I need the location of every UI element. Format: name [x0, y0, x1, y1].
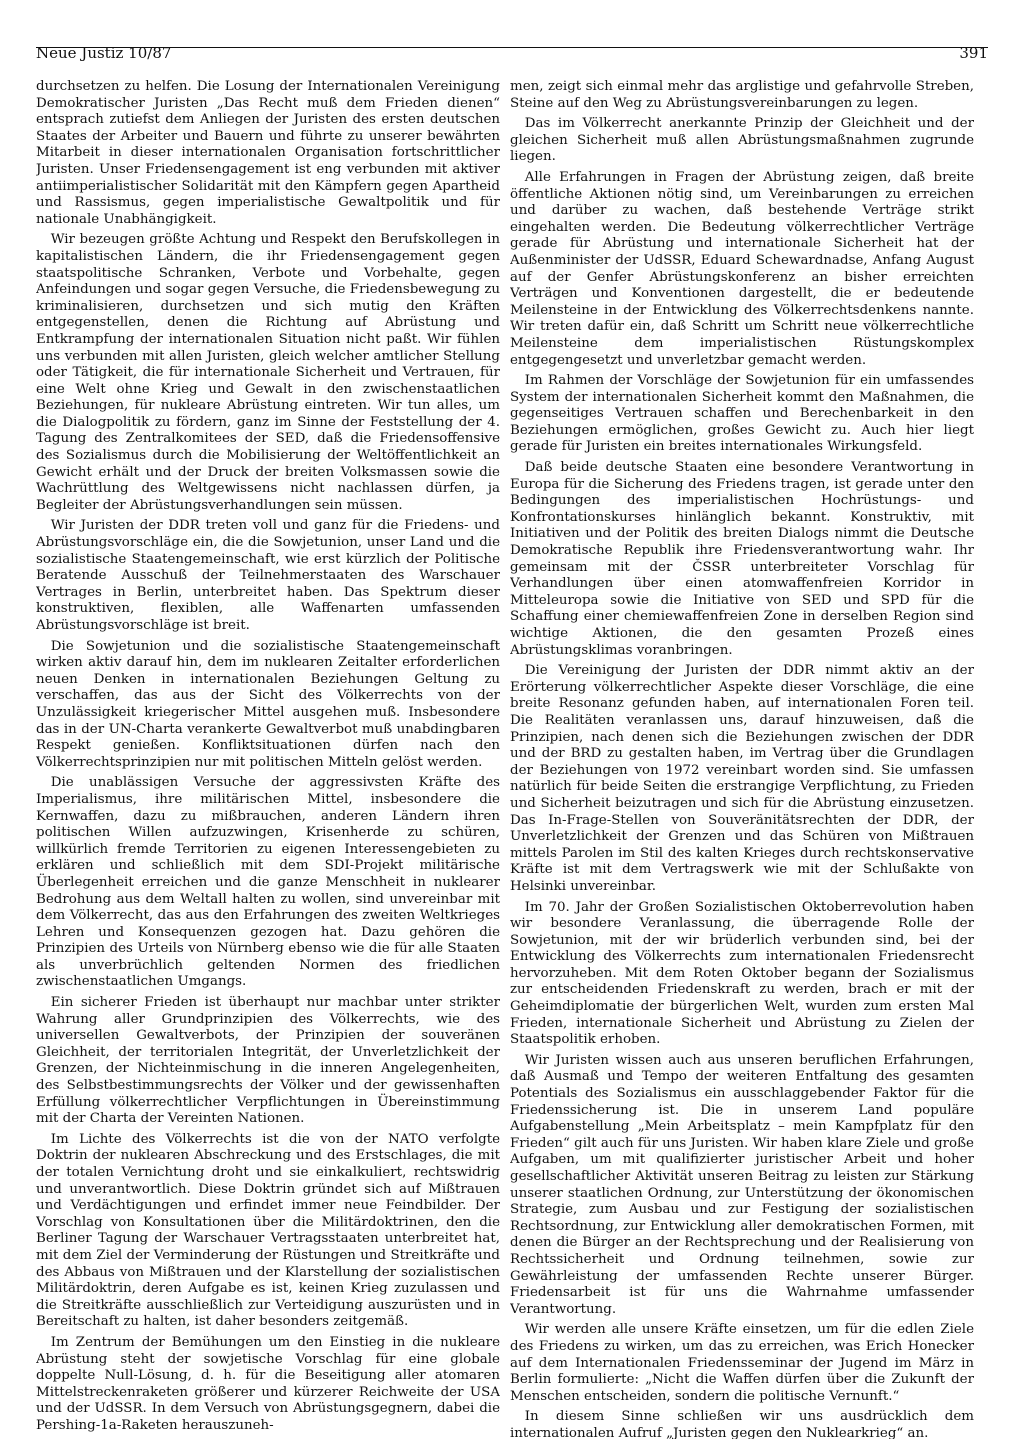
- paragraph: Das im Völkerrecht anerkannte Prinzip der Gleichheit und der gleichen Sicherheit muß allen Abrüstungsmaßnahmen zugrunde liegen.: [510, 116, 974, 165]
- paragraph: durchsetzen zu helfen. Die Losung der Internationalen Vereinigung Demokratischer Juristen „Das Recht muß dem Frieden dienen“ entsprach zutiefst dem Anliegen der Juristen des ersten deutschen Staates der Arbeiter und Bauern und führte zu unserer bewährten Mitarbeit in dieser internationalen Organisation fortschrittlicher Juristen. Unser Friedensengagement ist eng verbunden mit aktiver antiimperialistischer Solidarität mit den Kämpfern gegen Apartheid und Rassismus, gegen imperialistische Gewaltpolitik und für nationale Unabhängigkeit.: [36, 79, 500, 227]
- paragraph: In diesem Sinne schließen wir uns ausdrücklich dem internationalen Aufruf „Juristen gegen den Nuklearkrieg“ an.: [510, 1409, 974, 1439]
- paragraph: Im 70. Jahr der Großen Sozialistischen Oktoberrevolution haben wir besondere Veranlassung, die überragende Rolle der Sowjetunion, mit der wir brüderlich verbunden sind, bei der Entwicklung des Völkerrechts zum internationalen Friedensrecht hervorzuheben. Mit dem Roten Oktober begann der Sozialismus zur entscheidenden Friedenskraft zu werden, brach er mit der Geheimdiplomatie der bürgerlichen Welt, wurden zum ersten Mal Frieden, internationale Sicherheit und Abrüstung zu Zielen der Staatspolitik erhoben.: [510, 899, 974, 1048]
- right-column: [510, 79, 974, 1439]
- paragraph: Daß beide deutsche Staaten eine besondere Verantwortung in Europa für die Sicherung des Friedens tragen, ist gerade unter den Bedingungen des imperialistischen Hochrüstungs- und Konfrontationskurses hinlänglich bekannt. Konstruktiv, mit Initiativen und der Politik des breiten Dialogs nimmt die Deutsche Demokratische Republik ihre Friedensverantwortung wahr. Ihr gemeinsam mit der ČSSR unterbreiteter Vorschlag für Verhandlungen über einen atomwaffenfreien Korridor in Mitteleuropa sowie die Initiative von SED und SPD für die Schaffung einer chemiewaffenfreien Zone in derselben Region sind wichtige Aktionen, die den gesamten Prozeß eines Abrüstungsklimas voranbringen.: [510, 460, 974, 658]
- paragraph: Im Zentrum der Bemühungen um den Einstieg in die nukleare Abrüstung steht der sowjetische Vorschlag für eine globale doppelte Null-Lösung, d. h. für die Beseitigung aller atomaren Mittelstreckenraketen größerer und kürzerer Reichweite der USA und der UdSSR. In dem Versuch von Abrüstungsgegnern, dabei die Pershing-1a-Raketen herauszuneh-: [36, 1334, 500, 1433]
- paragraph: Alle Erfahrungen in Fragen der Abrüstung zeigen, daß breite öffentliche Aktionen nötig sind, um Vereinbarungen zu erreichen und darüber zu wachen, daß bestehende Verträge strikt eingehalten werden. Die Bedeutung völkerrechtlicher Verträge gerade für Abrüstung und internationale Sicherheit hat der Außenminister der UdSSR, Eduard Schewardnadse, Anfang August auf der Genfer Abrüstungskonferenz an bisher erreichten Verträgen und Konventionen dargestellt, die er bedeutende Meilensteine in der Entwicklung des Völkerrechtsdenkens nannte. Wir treten dafür ein, daß Schritt um Schritt neue völkerrechtliche Meilensteine dem imperialistischen Rüstungskomplex entgegengesetzt und unverletzbar gemacht werden.: [510, 169, 974, 368]
- paragraph: Wir bezeugen größte Achtung und Respekt den Berufskollegen in kapitalistischen Ländern, die ihr Friedensengagement gegen staatspolitische Schranken, Verbote und Vorbehalte, gegen Anfeindungen und sogar gegen Versuche, die Friedensbewegung zu kriminalisieren, durchsetzen und sich mutig den Kräften entgegenstellen, denen die Richtung auf Abrüstung und Entkrampfung der internationalen Situation nicht paßt. Wir fühlen uns verbunden mit allen Juristen, gleich welcher amtlicher Stellung oder Tätigkeit, die für internationale Sicherheit und Vertrauen, für eine Welt ohne Krieg und Gewalt in den zwischenstaatlichen Beziehungen, für nukleare Abrüstung eintreten. Wir tun alles, um die Dialogpolitik zu fördern, ganz im Sinne der Feststellung der 4. Tagung des Zentralkomitees der SED, daß die Friedensoffensive des Sozialismus durch die Mobilisierung der Weltöffentlichkeit an Gewicht erhält und der Druck der breiten Volksmassen sowie die Wachrüttlung des Weltgewissens nicht nachlassen dürfen, ja Begleiter der Abrüstungsverhandlungen sein müssen.: [36, 232, 500, 513]
- left-column: [36, 79, 500, 1439]
- paragraph: Ein sicherer Frieden ist überhaupt nur machbar unter strikter Wahrung aller Grundprinzipien des Völkerrechts, wie des universellen Gewaltverbots, der Prinzipien der souveränen Gleichheit, der territorialen Integrität, der Unverletzlichkeit der Grenzen, der Nichteinmischung in die inneren Angelegenheiten, des Selbstbestimmungsrechts der Völker und der gewissenhaften Erfüllung völkerrechtlicher Verpflichtungen in Übereinstimmung mit der Charta der Vereinten Nationen.: [36, 995, 500, 1127]
- paragraph: Die Sowjetunion und die sozialistische Staatengemeinschaft wirken aktiv darauf hin, dem im nuklearen Zeitalter erforderlichen neuen Denken in internationalen Beziehungen Geltung zu verschaffen, das aus der Sicht des Völkerrechts von der Unzulässigkeit kriegerischer Mittel ausgehen muß. Insbesondere das in der UN-Charta verankerte Gewaltverbot muß unabdingbaren Respekt genießen. Konfliktsituationen dürfen nach den Völkerrechtsprinzipien nur mit politischen Mitteln gelöst werden.: [36, 638, 500, 770]
- running-header: [36, 44, 988, 62]
- paragraph: Wir Juristen der DDR treten voll und ganz für die Friedens- und Abrüstungsvorschläge ein, die die Sowjetunion, unser Land und die sozialistische Staatengemeinschaft, wie erst kürzlich der Politische Beratende Ausschuß der Teilnehmerstaaten des Warschauer Vertrages in Berlin, unterbreitet haben. Das Spektrum dieser konstruktiven, flexiblen, alle Waffenarten umfassenden Abrüstungsvorschläge ist breit.: [36, 518, 500, 633]
- journal-title: Neue Justiz 10/87: [36, 44, 172, 62]
- paragraph: Wir Juristen wissen auch aus unseren beruflichen Erfahrungen, daß Ausmaß und Tempo der weiteren Entfaltung des gesamten Potentials des Sozialismus ein ausschlaggebender Faktor für die Friedenssicherung ist. Die in unserem Land populäre Aufgabenstellung „Mein Arbeitsplatz – mein Kampfplatz für den Frieden“ gilt auch für uns Juristen. Wir haben klare Ziele und große Aufgaben, um mit qualifizierter juristischer Arbeit und hoher gesellschaftlicher Aktivität unseren Beitrag zu leisten zur Stärkung unserer staatlichen Ordnung, zur Unterstützung der ökonomischen Strategie, zum Ausbau und zur Festigung der sozialistischen Rechtsordnung, zur Entwicklung aller demokratischen Formen, mit denen die Bürger an der Rechtsprechung und der Realisierung von Rechtssicherheit und Ordnung teilnehmen, sowie zur Gewährleistung der umfassenden Rechte unserer Bürger. Friedensarbeit ist für uns die Wahrnahme umfassender Verantwortung.: [510, 1052, 974, 1317]
- paragraph: Wir werden alle unsere Kräfte einsetzen, um für die edlen Ziele des Friedens zu wirken, um das zu erreichen, was Erich Honecker auf dem Internationalen Friedensseminar der Jugend im März in Berlin formulierte: „Nicht die Waffen dürfen über die Zukunft der Menschen entscheiden, sondern die politische Vernunft.“: [510, 1322, 974, 1404]
- paragraph: Die Vereinigung der Juristen der DDR nimmt aktiv an der Erörterung völkerrechtlicher Aspekte dieser Vorschläge, die eine breite Resonanz gefunden haben, auf internationalen Foren teil. Die Realitäten veranlassen uns, darauf hinzuweisen, daß die Prinzipien, nach denen sich die Beziehungen zwischen der DDR und der BRD zu gestalten haben, im Vertrag über die Grundlagen der Beziehungen von 1972 vereinbart worden sind. Sie umfassen natürlich für beide Seiten die erstrangige Verpflichtung, zu Frieden und Sicherheit beizutragen und sich für die Abrüstung einzusetzen. Das In-Frage-Stellen von Souveränitätsrechten der DDR, der Unverletzlichkeit der Grenzen und das Schüren von Mißtrauen mittels Parolen im Stil des kalten Krieges durch rechtskonservative Kräfte ist mit dem Vertragswerk wie mit der Schlußakte von Helsinki unvereinbar.: [510, 663, 974, 894]
- paragraph: Im Rahmen der Vorschläge der Sowjetunion für ein umfassendes System der internationalen Sicherheit kommt den Maßnahmen, die gegenseitiges Vertrauen schaffen und Berechenbarkeit in den Beziehungen ermöglichen, großes Gewicht zu. Auch hier liegt gerade für Juristen ein breites internationales Wirkungsfeld.: [510, 373, 974, 455]
- paragraph: Die unablässigen Versuche der aggressivsten Kräfte des Imperialismus, ihre militärischen Mittel, insbesondere die Kernwaffen, dazu zu mißbrauchen, anderen Ländern ihren politischen Willen aufzuzwingen, Krisenherde zu schüren, willkürlich fremde Territorien zu eigenen Interessengebieten zu erklären und schließlich mit dem SDI-Projekt militärische Überlegenheit erreichen und die ganze Menschheit in nuklearer Bedrohung aus dem Weltall halten zu wollen, sind unvereinbar mit dem Völkerrecht, das aus den Erfahrungen des zweiten Weltkrieges Lehren und Konsequenzen gezogen hat. Dazu gehören die Prinzipien des Urteils von Nürnberg ebenso wie die für alle Staaten als unverbrüchlich geltenden Normen des friedlichen zwischenstaatlichen Umgangs.: [36, 775, 500, 990]
- paragraph: men, zeigt sich einmal mehr das arglistige und gefahrvolle Streben, Steine auf den Weg zu Abrüstungsvereinbarungen zu legen.: [510, 79, 974, 111]
- paragraph: Im Lichte des Völkerrechts ist die von der NATO verfolgte Doktrin der nuklearen Abschreckung und des Erstschlages, die mit der totalen Vernichtung droht und sie einkalkuliert, rechtswidrig und unverantwortlich. Diese Doktrin gründet sich auf Mißtrauen und Verdächtigungen und erfindet immer neue Feindbilder. Der Vorschlag von Konsultationen über die Militärdoktrinen, den die Berliner Tagung der Warschauer Vertragsstaaten unterbreitet hat, mit dem Ziel der Verminderung der Rüstungen und Streitkräfte und des Abbaus von Mißtrauen und der Klarstellung der sozialistischen Militärdoktrin, deren Aufgabe es ist, keinen Krieg zuzulassen und die Streitkräfte ausschließlich zur Verteidigung auszurüsten und in Bereitschaft zu halten, ist daher besonders zeitgemäß.: [36, 1131, 500, 1330]
- page-number: 391: [959, 44, 988, 62]
